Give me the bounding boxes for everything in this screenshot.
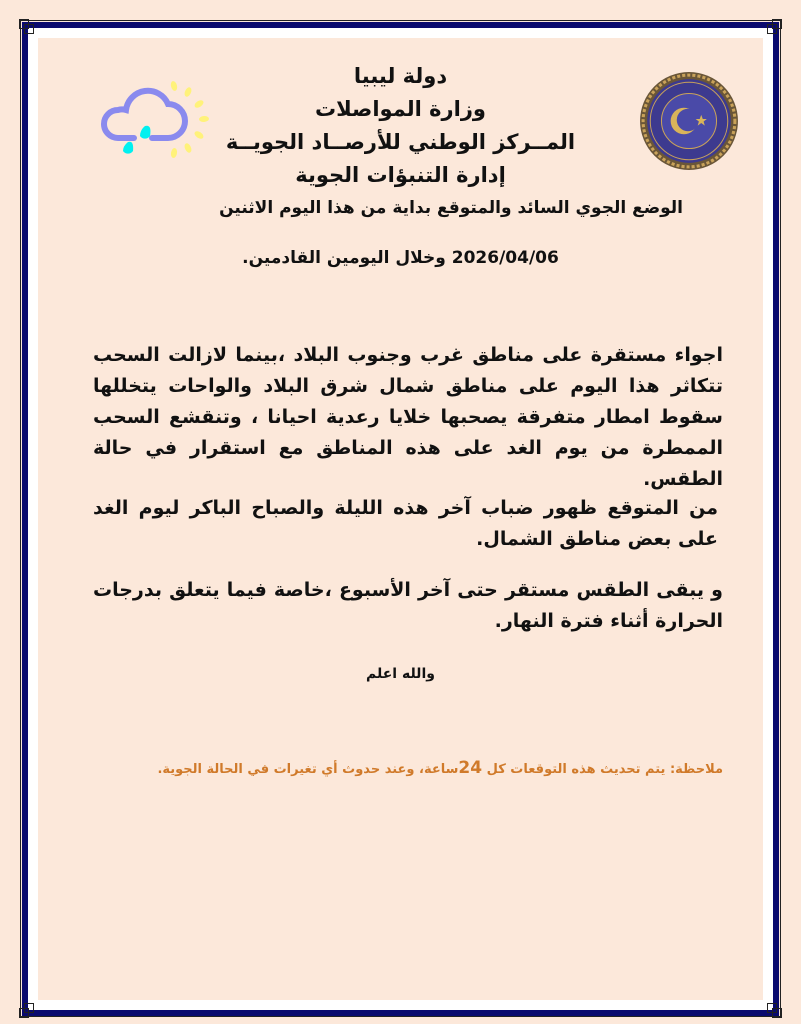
border-corner-bottom-right-inner [767, 1003, 777, 1013]
document-page [38, 38, 763, 1000]
header-country: دولة ليبيا [353, 64, 448, 88]
header-center: المــركز الوطني للأرصــاد الجويــة [225, 130, 576, 154]
closing-phrase: والله اعلم [366, 666, 435, 682]
report-date-line [38, 248, 763, 268]
report-subtitle: الوضع الجوي السائد والمتوقع بداية من هذا اليوم الاثنين [219, 198, 683, 218]
forecast-paragraph-3: و يبقى الطقس مستقر حتى آخر الأسبوع ،خاصة فيما يتعلق بدرجات الحرارة أثناء فترة النهار. [93, 579, 723, 632]
forecast-paragraph-1: اجواء مستقرة على مناطق غرب وجنوب البلاد ،بينما لازالت السحب تتكاثر هذا اليوم على مناطق شمال شرق البلاد والواحات يتخللها سقوط امطار متفرقة يصحبها خلايا رعدية احيانا ، وتنقشع السحب الممطرة من يوم الغد على هذه المناطق مع استقرار في حالة الطقس. [93, 344, 723, 490]
forecast-paragraph-2: من المتوقع ظهور ضباب آخر هذه الليلة والصباح الباكر ليوم الغد على بعض مناطق الشمال. [93, 497, 718, 550]
note-prefix: ملاحظة: يتم تحديث هذه التوقعات كل [482, 762, 723, 777]
note-hours: 24 [458, 758, 483, 778]
note-suffix: ساعة، وعند حدوث أي تغيرات في الحالة الجوية. [157, 762, 459, 777]
header-department: إدارة التنبؤات الجوية [295, 163, 506, 187]
report-date-text: وخلال اليومين القادمين. [242, 248, 446, 268]
cloud-rain-sun-icon [96, 80, 216, 170]
header-ministry: وزارة المواصلات [314, 97, 486, 121]
update-note [148, 758, 723, 778]
border-corner-top-left-inner [24, 24, 34, 34]
border-corner-bottom-left-inner [24, 1003, 34, 1013]
report-date: 2026/04/06 [451, 248, 559, 268]
border-corner-top-right-inner [767, 24, 777, 34]
